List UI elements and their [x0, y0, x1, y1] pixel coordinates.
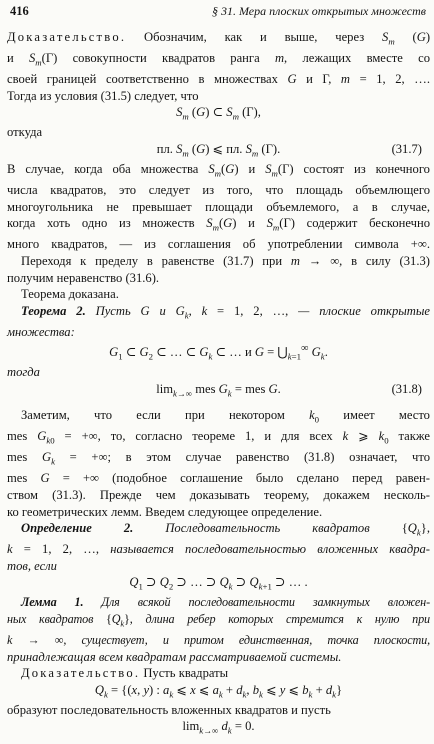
text-line: своей границей соответственно в множествах G и Γ, m = 1, 2, …. [7, 72, 430, 87]
formula-line [7, 682, 430, 702]
page-body [7, 29, 430, 744]
text-line: тов, если [7, 558, 57, 573]
text-line: Лемма 1. Для всякой последовательности замкнутых вложен- [21, 595, 430, 610]
text-line: mes G = +∞ (подобное соглашение было сделано перед равен- [7, 471, 430, 486]
formula: пл. $S_m$ (G) ⩽ пл. $S_m$ (Γ). [156, 142, 281, 159]
text-line: многоугольника не превышает площади объемлемого, а в случае, [7, 199, 430, 214]
text-line: k = 1, 2, …, называется последовательностью вложенных квадра- [7, 542, 430, 557]
text-line: mes $G_k$ = +∞; в этом случае равенство (31.8) означает, что [7, 450, 431, 467]
formula: $\lim_{k\to\infty}$ mes $G_k$ = mes G. [156, 382, 281, 399]
text-line: тогда [7, 365, 40, 380]
page-number: 416 [10, 4, 29, 18]
equation-number: (31.8) [391, 382, 422, 397]
text-line: ных квадратов $\{Q_k\}$, длина ребер которых стремится к нулю при [7, 612, 430, 629]
text-line: Тогда из условия (31.5) следует, что [7, 88, 199, 103]
formula-line [7, 718, 430, 744]
text-line: Теорема 2. Пусть G и $G_k$, k = 1, 2, …, — плоские открытые [21, 303, 430, 321]
running-title: § 31. Мера плоских открытых множеств [211, 4, 426, 18]
text-line: множества: [7, 324, 75, 339]
text-line: Заметим, что если при некотором $k_0$ имеет место [21, 408, 430, 425]
text-line: Определение 2. Последовательность квадратов $\{Q_k\}$, [21, 521, 430, 538]
formula: $Q_1$ ⊃ $Q_2$ ⊃ … ⊃ $Q_k$ ⊃ $Q_{k+1}$ ⊃ … . [129, 575, 308, 592]
equation-number: (31.7) [391, 142, 422, 156]
running-header [10, 4, 426, 20]
formula: $S_m$ (G) ⊂ $S_m$ (Γ), [176, 105, 261, 122]
text-line: mes $G_{k0}$ = +∞, то, согласно теореме 1, и для всех k ⩾ $k_0$ также [7, 429, 430, 446]
text-line: образуют последовательность вложенных квадратов и пусть [7, 702, 331, 717]
text-line: когда хоть одно из множеств $S_m(G)$ и $S_m(\Gamma)$ содержит бесконечно [7, 216, 431, 233]
text-line: принадлежащая всем квадратам рассматриваемой системы. [7, 649, 342, 664]
text-line: В случае, когда оба множества $S_m(G)$ и $S_m(\Gamma)$ состоят из конечного [7, 162, 430, 179]
formula-line [7, 104, 430, 124]
formula: $Q_k = \{(x$, y) : $a_k$ ⩽ x ⩽ $a_k + d_k$, $b_k$ ⩽ y ⩽ $b_k + d_k$} [94, 682, 343, 700]
text-line: Теорема доказана. [21, 287, 119, 302]
formula: $G_1$ ⊂ $G_2$ ⊂ … ⊂ $G_k$ ⊂ … и $G = ⋃_{k=1}^\infty$ $G_k$. [109, 342, 328, 362]
formula-line [7, 340, 430, 364]
text-line: Доказательство. Пусть квадраты [21, 666, 229, 681]
text-line: числа квадратов, это следует из того, что площадь объемлющего [7, 183, 430, 198]
text-line: k → ∞, существует, и притом единственная, точка плоскости, [7, 633, 430, 648]
text-line: откуда [7, 125, 43, 140]
formula-line [7, 381, 430, 407]
text-line: много квадратов, — из соглашения об употреблении символа +∞. [7, 237, 430, 252]
text-line: Доказательство. Обозначим, как и выше, через $S_m$ (G) [7, 30, 431, 47]
text-line: Переходя к пределу в равенстве (31.7) при m → ∞, в силу (31.3) [21, 254, 430, 268]
text-line: и $S_m(\Gamma)$ совокупности квадратов ранга m, лежащих вместе со [7, 51, 431, 68]
text-line: ством (31.3). Прежде чем доказывать теорему, докажем несколь- [7, 488, 430, 502]
formula-line [7, 574, 430, 594]
formula: $\lim_{k\to\infty} d_k = 0$. [182, 719, 255, 736]
text-line: ко геометрических лемм. Введем следующее определение. [7, 504, 323, 519]
text-line: получим неравенство (31.6). [7, 270, 160, 285]
formula-line [7, 141, 430, 161]
